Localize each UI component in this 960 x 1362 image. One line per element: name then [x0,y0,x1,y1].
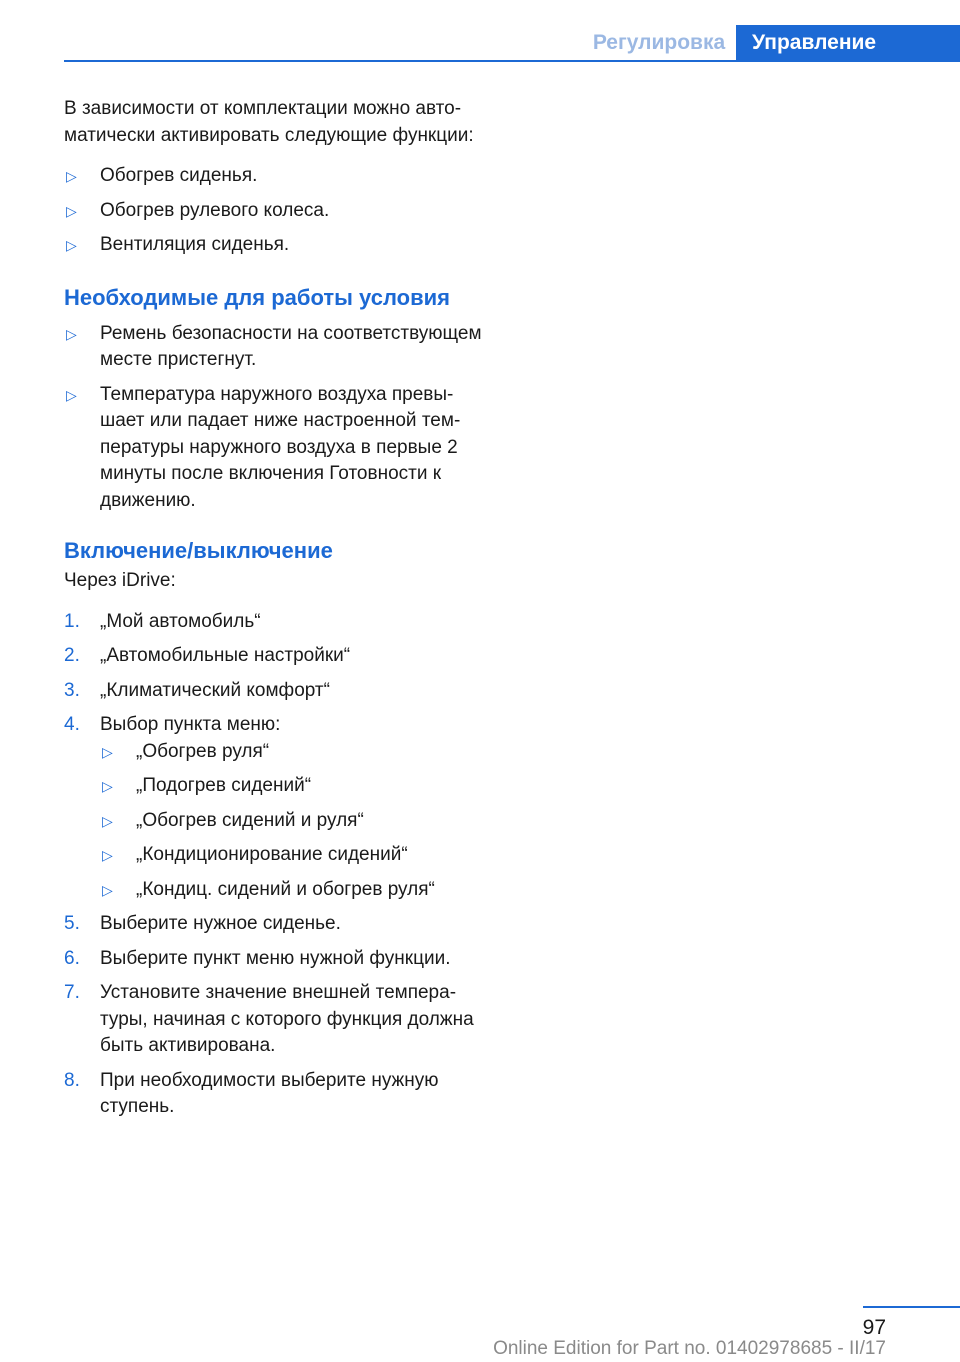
step-number: 1. [64,610,80,632]
step-number: 4. [64,714,80,735]
step-item: 4. Выбор пункта меню: ▷ „Обогрев руля“ ▷ „Подогрев сидений“ ▷ „Обогрев сидений и руля“ ▷ „Кондиционирование сидений“ ▷ „Кондиц. сидений и обогрев руля“ [64,712,484,903]
list-item: ▷ „Кондиционирование сидений“ [100,842,484,869]
conditions-heading: Необходимые для работы условия [64,284,450,310]
step-item: 6. Выберите пункт меню нужной функции. [64,946,484,973]
step-number: 8. [64,1069,80,1091]
main-column [64,96,484,1129]
step-number: 6. [64,947,80,969]
list-item: ▷ „Кондиц. сидений и обогрев руля“ [100,877,484,904]
intro-text: В зависимости от комплектации можно автоматически активировать следующие функции: [64,98,474,146]
header-section-regulation: Регулировка [592,31,726,54]
list-item: ▷ Обогрев сиденья. [64,163,484,190]
triangle-bullet-icon: ▷ [102,778,113,794]
step-number: 5. [64,913,80,934]
list-item: ▷ Вентиляция сиденья. [64,232,484,259]
triangle-bullet-icon: ▷ [102,847,113,863]
triangle-bullet-icon: ▷ [102,881,113,898]
triangle-bullet-icon: ▷ [66,237,77,253]
step-number: 7. [64,982,80,1003]
steps-list [64,609,484,1121]
step-number: 3. [64,679,80,701]
triangle-bullet-icon: ▷ [66,325,77,342]
triangle-bullet-icon: ▷ [66,168,77,184]
footer-rule [863,1306,960,1308]
step-item: 7. Установите значение внешней температуры, начиная с которого функция должна быть активирована. [64,982,474,1056]
list-item: ▷ Обогрев рулевого колеса. [64,198,484,225]
header-rule [64,60,960,62]
step-number: 2. [64,645,80,666]
edition-note: Online Edition for Part no. 01402978685 - II/17 [493,1338,886,1359]
list-item: ▷ Температура наружного воздуха превышает или падает ниже настроенной температуры наружного воздуха в первые 2 минуты после включения Готовности к движению. [66,383,461,511]
step-item: 2. „Автомобильные настройки“ [64,643,484,670]
list-item: ▷ „Обогрев сидений и руля“ [100,808,484,835]
list-item: ▷ „Обогрев руля“ [100,739,484,766]
step-item: 5. Выберите нужное сиденье. [64,911,484,938]
triangle-bullet-icon: ▷ [102,812,113,829]
triangle-bullet-icon: ▷ [102,743,113,760]
onoff-heading: Включение/выключение [64,538,333,563]
list-item: ▷ „Подогрев сидений“ [100,773,484,800]
conditions-list [64,321,484,515]
page-number: 97 [862,1316,886,1339]
triangle-bullet-icon: ▷ [66,202,77,219]
idrive-intro: Через iDrive: [64,570,176,591]
list-item: ▷ Ремень безопасности на соответствующем месте пристегнут. [66,322,482,370]
step-item: 3. „Климатический комфорт“ [64,678,484,705]
triangle-bullet-icon: ▷ [66,386,77,403]
step-item: 1. „Мой автомобиль“ [64,609,484,636]
menu-options-list [100,739,484,904]
step-item: 8. При необходимости выберите нужную ступень. [64,1069,439,1117]
header-section-controls: Управление [736,25,960,61]
function-list [64,163,484,259]
